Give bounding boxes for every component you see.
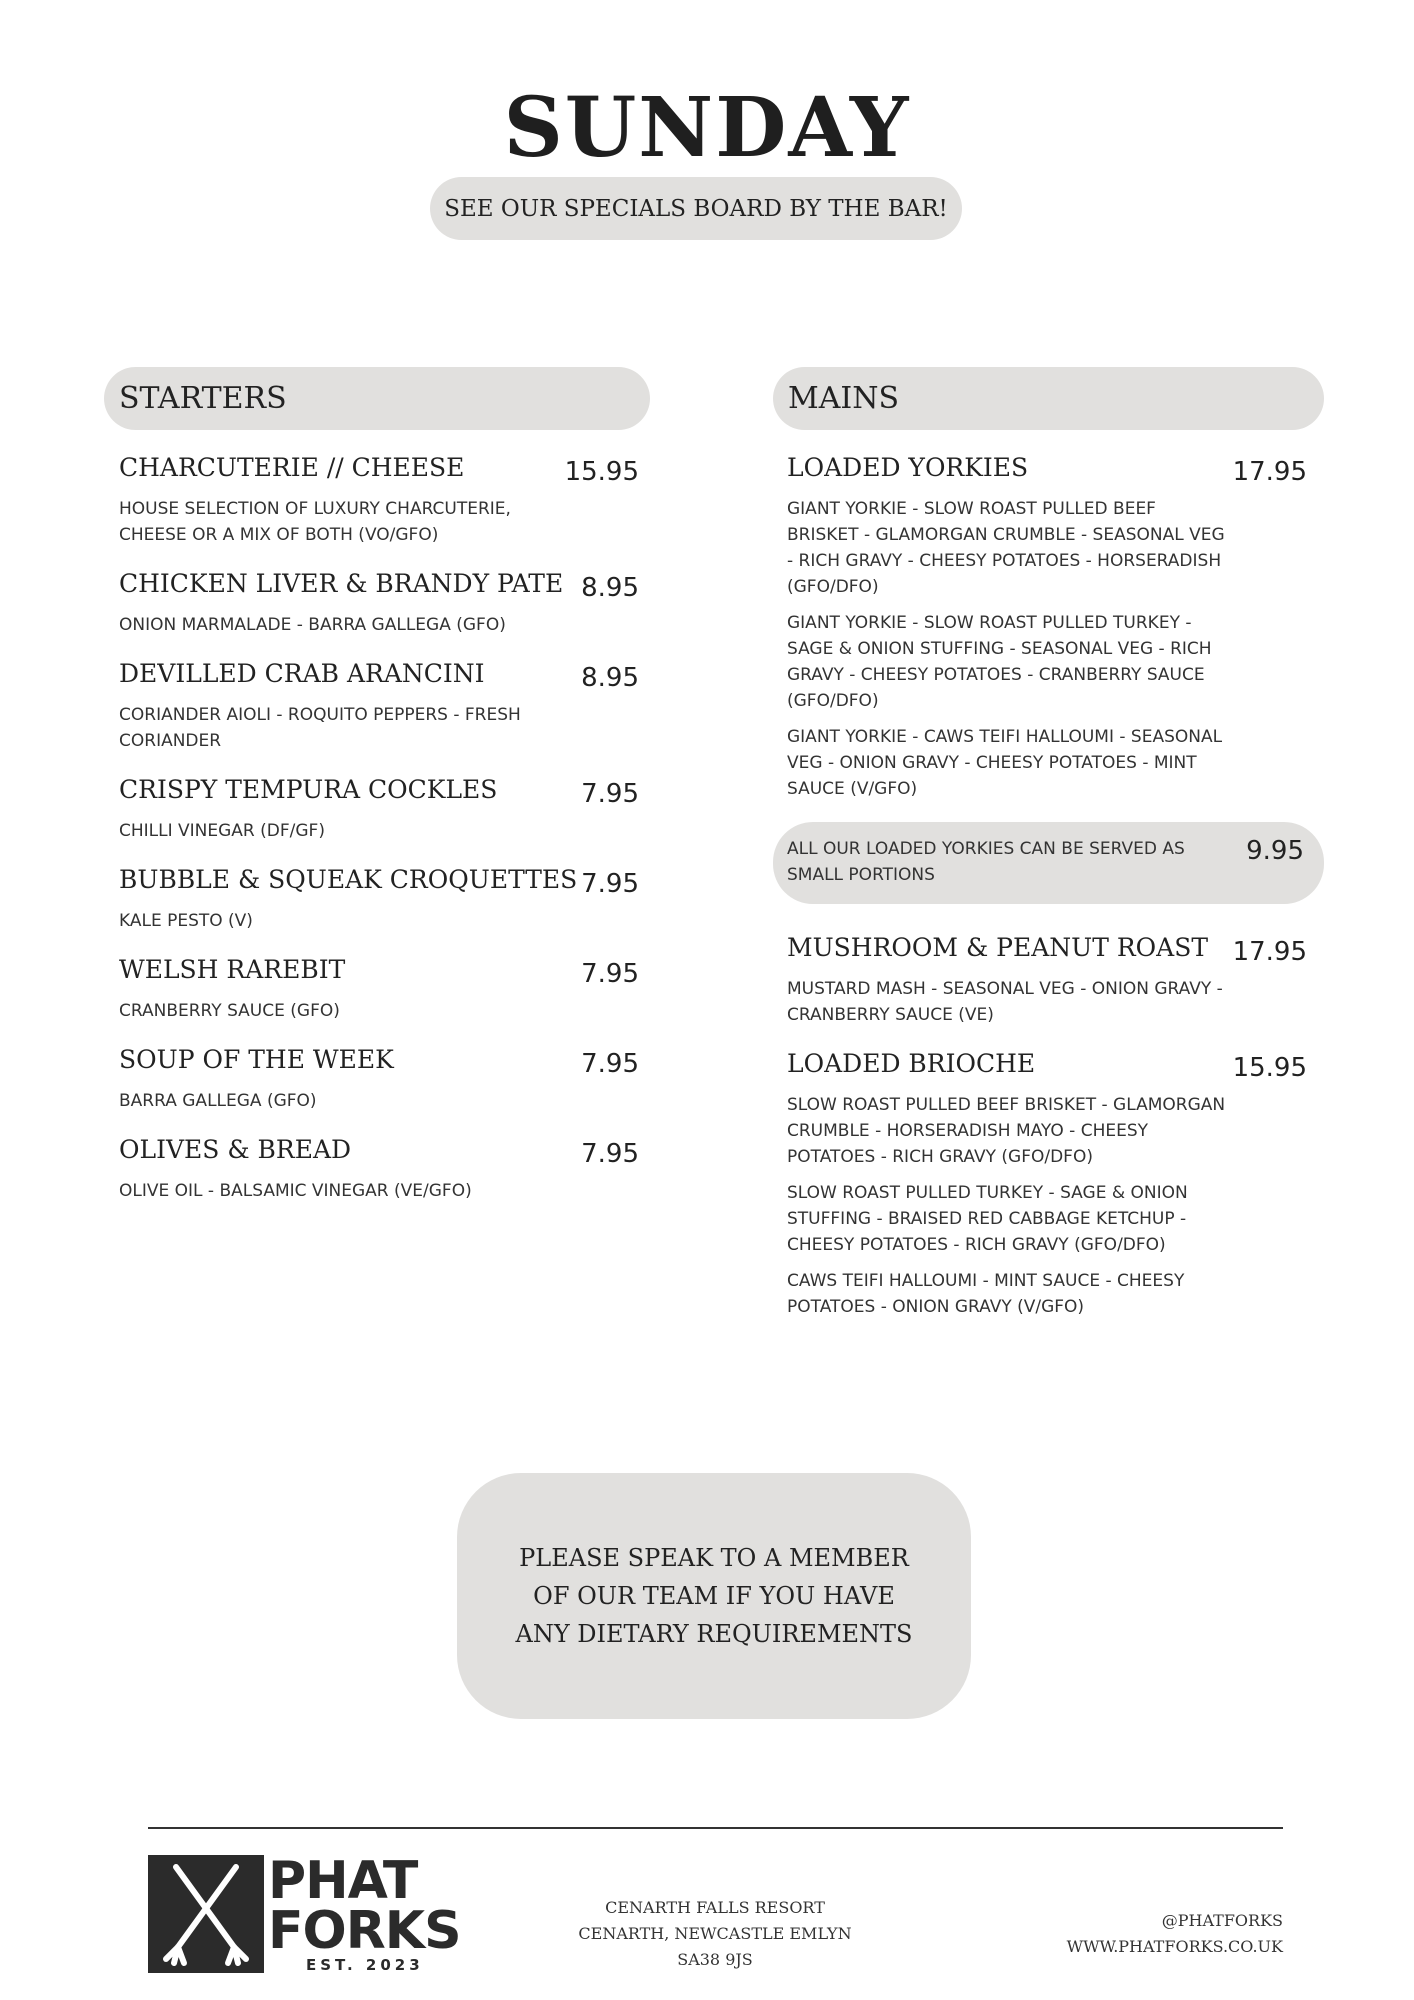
address-line: CENARTH, NEWCASTLE EMLYN: [578, 1924, 852, 1943]
small-portion-price: 9.95: [1246, 836, 1304, 866]
brand-logo: [148, 1851, 461, 1974]
item-name: MUSHROOM & PEANUT ROAST: [787, 933, 1209, 962]
crossed-forks-icon: [148, 1855, 264, 1973]
logo-established: EST. 2023: [306, 1956, 424, 1974]
specials-banner-text: SEE OUR SPECIALS BOARD BY THE BAR!: [444, 195, 948, 222]
item-price: 7.95: [581, 1139, 639, 1169]
menu-item: [119, 774, 639, 844]
dietary-notice: [457, 1473, 971, 1719]
item-name: LOADED BRIOCHE: [787, 1049, 1036, 1078]
item-option: CAWS TEIFI HALLOUMI - MINT SAUCE - CHEESY POTATOES - ONION GRAVY (V/GFO): [787, 1271, 1185, 1317]
item-description: ONION MARMALADE - BARRA GALLEGA (GFO): [119, 615, 506, 635]
item-description: CRANBERRY SAUCE (GFO): [119, 1001, 340, 1021]
address-line: CENARTH FALLS RESORT: [605, 1898, 825, 1917]
starters-list: [119, 452, 639, 1224]
footer-divider: [148, 1827, 1283, 1829]
social-block: [1000, 1908, 1283, 1960]
menu-item: [119, 1044, 639, 1114]
item-price: 7.95: [581, 869, 639, 899]
address-block: [540, 1895, 890, 1973]
item-name: BUBBLE & SQUEAK CROQUETTES: [119, 865, 578, 894]
menu-item: [119, 658, 639, 754]
item-option: GIANT YORKIE - SLOW ROAST PULLED BEEF BRISKET - GLAMORGAN CRUMBLE - SEASONAL VEG - RICH GRAVY - CHEESY POTATOES - HORSERADISH (GFO/DFO): [787, 499, 1225, 597]
item-price: 8.95: [581, 663, 639, 693]
item-description: MUSTARD MASH - SEASONAL VEG - ONION GRAVY - CRANBERRY SAUCE (VE): [787, 979, 1223, 1025]
item-option: GIANT YORKIE - CAWS TEIFI HALLOUMI - SEASONAL VEG - ONION GRAVY - CHEESY POTATOES - MINT SAUCE (V/GFO): [787, 727, 1223, 799]
menu-item-mushroom-roast: [787, 932, 1307, 1028]
item-description: HOUSE SELECTION OF LUXURY CHARCUTERIE, CHEESE OR A MIX OF BOTH (VO/GFO): [119, 499, 511, 545]
item-name: LOADED YORKIES: [787, 453, 1029, 482]
menu-item: [119, 1134, 639, 1204]
item-name: DEVILLED CRAB ARANCINI: [119, 659, 485, 688]
address-line: SA38 9JS: [677, 1950, 753, 1969]
item-price: 7.95: [581, 959, 639, 989]
item-name: WELSH RAREBIT: [119, 955, 346, 984]
item-option: SLOW ROAST PULLED BEEF BRISKET - GLAMORGAN CRUMBLE - HORSERADISH MAYO - CHEESY POTATOES - RICH GRAVY (GFO/DFO): [787, 1095, 1226, 1167]
menu-item-loaded-brioche: [787, 1048, 1307, 1320]
starters-heading-text: STARTERS: [119, 381, 287, 416]
item-description: KALE PESTO (V): [119, 911, 253, 931]
starters-heading: [104, 367, 650, 430]
item-name: OLIVES & BREAD: [119, 1135, 352, 1164]
dietary-notice-text: PLEASE SPEAK TO A MEMBER OF OUR TEAM IF YOU HAVE ANY DIETARY REQUIREMENTS: [515, 1544, 913, 1648]
page-title: SUNDAY: [503, 80, 911, 176]
logo-word-phat: PHAT: [268, 1851, 418, 1911]
item-name: CHICKEN LIVER & BRANDY PATE: [119, 569, 564, 598]
item-name: CRISPY TEMPURA COCKLES: [119, 775, 498, 804]
item-option: SLOW ROAST PULLED TURKEY - SAGE & ONION STUFFING - BRAISED RED CABBAGE KETCHUP - CHEESY POTATOES - RICH GRAVY (GFO/DFO): [787, 1183, 1188, 1255]
menu-item: [119, 864, 639, 934]
item-description: CORIANDER AIOLI - ROQUITO PEPPERS - FRESH CORIANDER: [119, 705, 521, 751]
mains-heading-text: MAINS: [788, 381, 900, 416]
item-description: OLIVE OIL - BALSAMIC VINEGAR (VE/GFO): [119, 1181, 472, 1201]
item-price: 7.95: [581, 779, 639, 809]
item-price: 17.95: [1232, 937, 1307, 967]
item-description: CHILLI VINEGAR (DF/GF): [119, 821, 325, 841]
website-url: WWW.PHATFORKS.CO.UK: [1066, 1937, 1283, 1956]
item-name: CHARCUTERIE // CHEESE: [119, 453, 465, 482]
item-description: BARRA GALLEGA (GFO): [119, 1091, 317, 1111]
logo-word-forks: FORKS: [268, 1901, 461, 1961]
item-price: 17.95: [1232, 457, 1307, 487]
item-price: 8.95: [581, 573, 639, 603]
item-price: 15.95: [564, 457, 639, 487]
menu-item-loaded-yorkies: [787, 452, 1307, 802]
menu-item: [119, 452, 639, 548]
menu-item: [119, 568, 639, 638]
item-option: GIANT YORKIE - SLOW ROAST PULLED TURKEY - SAGE & ONION STUFFING - SEASONAL VEG - RICH GRAVY - CHEESY POTATOES - CRANBERRY SAUCE (GFO/DFO): [787, 613, 1212, 711]
item-price: 15.95: [1232, 1053, 1307, 1083]
mains-list: [787, 452, 1307, 1340]
specials-banner: [430, 177, 962, 240]
social-handle: @PHATFORKS: [1161, 1911, 1283, 1930]
item-price: 7.95: [581, 1049, 639, 1079]
small-portion-text: ALL OUR LOADED YORKIES CAN BE SERVED AS SMALL PORTIONS: [787, 839, 1185, 885]
item-name: SOUP OF THE WEEK: [119, 1045, 394, 1074]
small-portion-note: [773, 822, 1324, 904]
mains-heading: [773, 367, 1324, 430]
menu-item: [119, 954, 639, 1024]
